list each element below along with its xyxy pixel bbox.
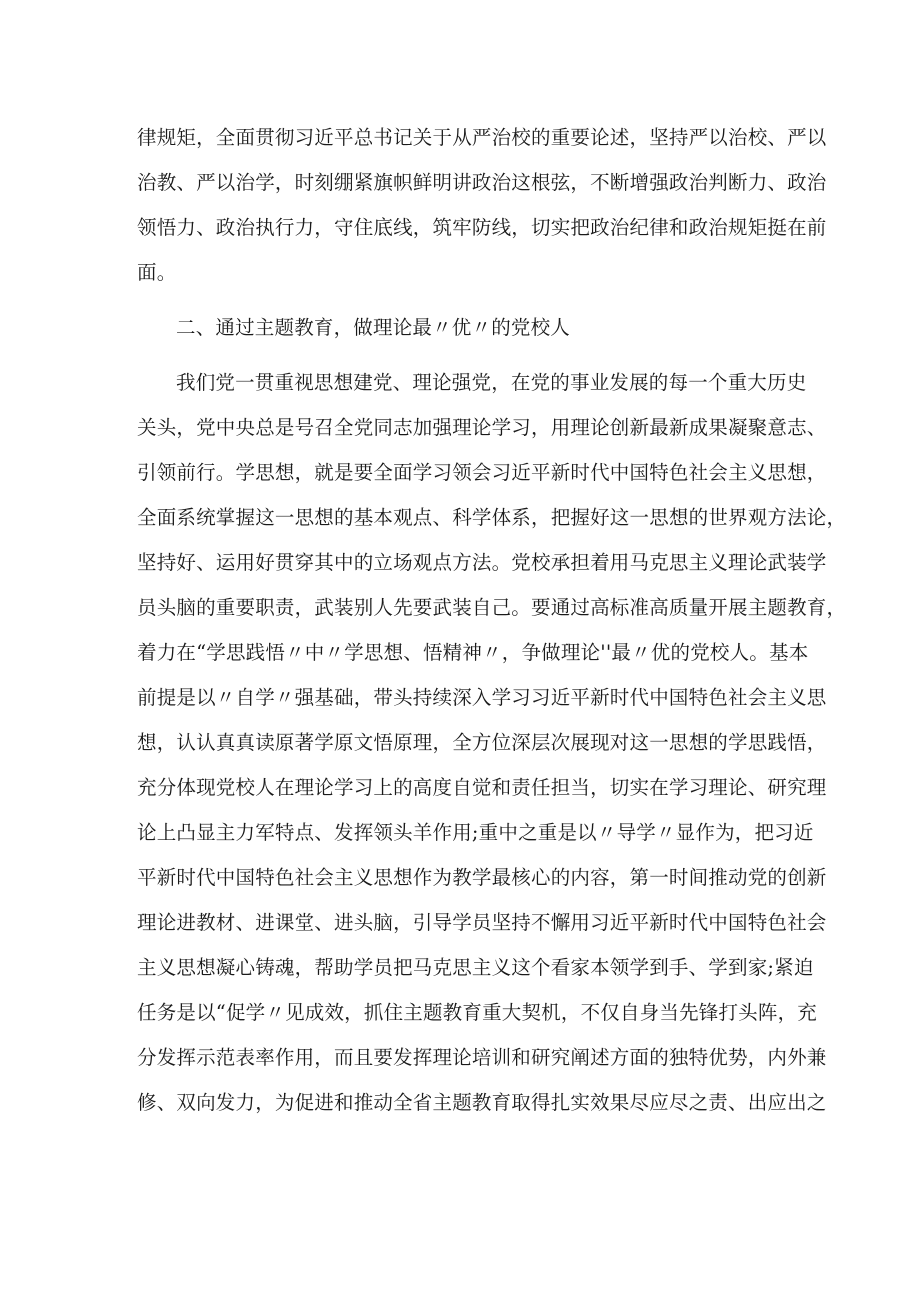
paragraph-2-line-2: 关头，党中央总是号召全党同志加强理论学习，用理论创新最新成果凝聚意志、 — [137, 416, 827, 439]
paragraph-2-line-11: 论上凸显主力军特点、发挥领头羊作用;重中之重是以〃导学〃显作为，把习近 — [137, 821, 814, 844]
paragraph-1-line-4: 面。 — [137, 261, 177, 284]
paragraph-2-line-14: 主义思想凝心铸魂，帮助学员把马克思主义这个看家本领学到手、学到家;紧迫 — [137, 956, 814, 979]
paragraph-2-line-10: 充分体现党校人在理论学习上的高度自觉和责任担当，切实在学习理论、研究理 — [137, 776, 827, 799]
paragraph-2-line-6: 员头脑的重要职责，武装别人先要武装自己。要通过高标准高质量开展主题教育， — [137, 596, 847, 619]
paragraph-2-line-4: 全面系统掌握这一思想的基本观点、科学体系，把握好这一思想的世界观方法论， — [137, 506, 847, 529]
paragraph-2-line-15: 任务是以“促学〃见成效，抓住主题教育重大契机，不仅自身当先锋打头阵，充 — [137, 1001, 817, 1024]
paragraph-1-line-1: 律规矩，全面贯彻习近平总书记关于从严治校的重要论述，坚持严以治校、严以 — [137, 126, 827, 149]
paragraph-2-line-13: 理论进教材、进课堂、进头脑，引导学员坚持不懈用习近平新时代中国特色社会 — [137, 911, 827, 934]
paragraph-2-line-8: 前提是以〃自学〃强基础，带头持续深入学习习近平新时代中国特色社会主义思 — [137, 686, 827, 709]
paragraph-2-line-16: 分发挥示范表率作用，而且要发挥理论培训和研究阐述方面的独特优势，内外兼 — [137, 1046, 827, 1069]
paragraph-1-line-2: 治教、严以治学，时刻绷紧旗帜鲜明讲政治这根弦，不断增强政治判断力、政治 — [137, 171, 827, 194]
section-heading: 二、通过主题教育，做理论最〃优〃的党校人 — [176, 316, 571, 339]
paragraph-1-line-3: 领悟力、政治执行力，守住底线，筑牢防线，切实把政治纪律和政治规矩挺在前 — [137, 216, 827, 239]
paragraph-2-line-17: 修、双向发力，为促进和推动全省主题教育取得扎实效果尽应尽之责、出应出之 — [137, 1091, 827, 1114]
paragraph-2-line-5: 坚持好、运用好贯穿其中的立场观点方法。党校承担着用马克思主义理论武装学 — [137, 551, 827, 574]
paragraph-2-line-12: 平新时代中国特色社会主义思想作为教学最核心的内容，第一时间推动党的创新 — [137, 866, 827, 889]
paragraph-2-line-3: 引领前行。学思想，就是要全面学习领会习近平新时代中国特色社会主义思想， — [137, 461, 827, 484]
paragraph-2-line-7: 着力在“学思践悟〃中〃学思想、悟精神〃，争做理论''最〃优的党校人。基本 — [137, 641, 809, 664]
paragraph-2-line-9: 想，认认真真读原著学原文悟原理，全方位深层次展现对这一思想的学思践悟， — [137, 731, 827, 754]
paragraph-2-line-1: 我们党一贯重视思想建党、理论强党，在党的事业发展的每一个重大历史 — [176, 371, 807, 394]
